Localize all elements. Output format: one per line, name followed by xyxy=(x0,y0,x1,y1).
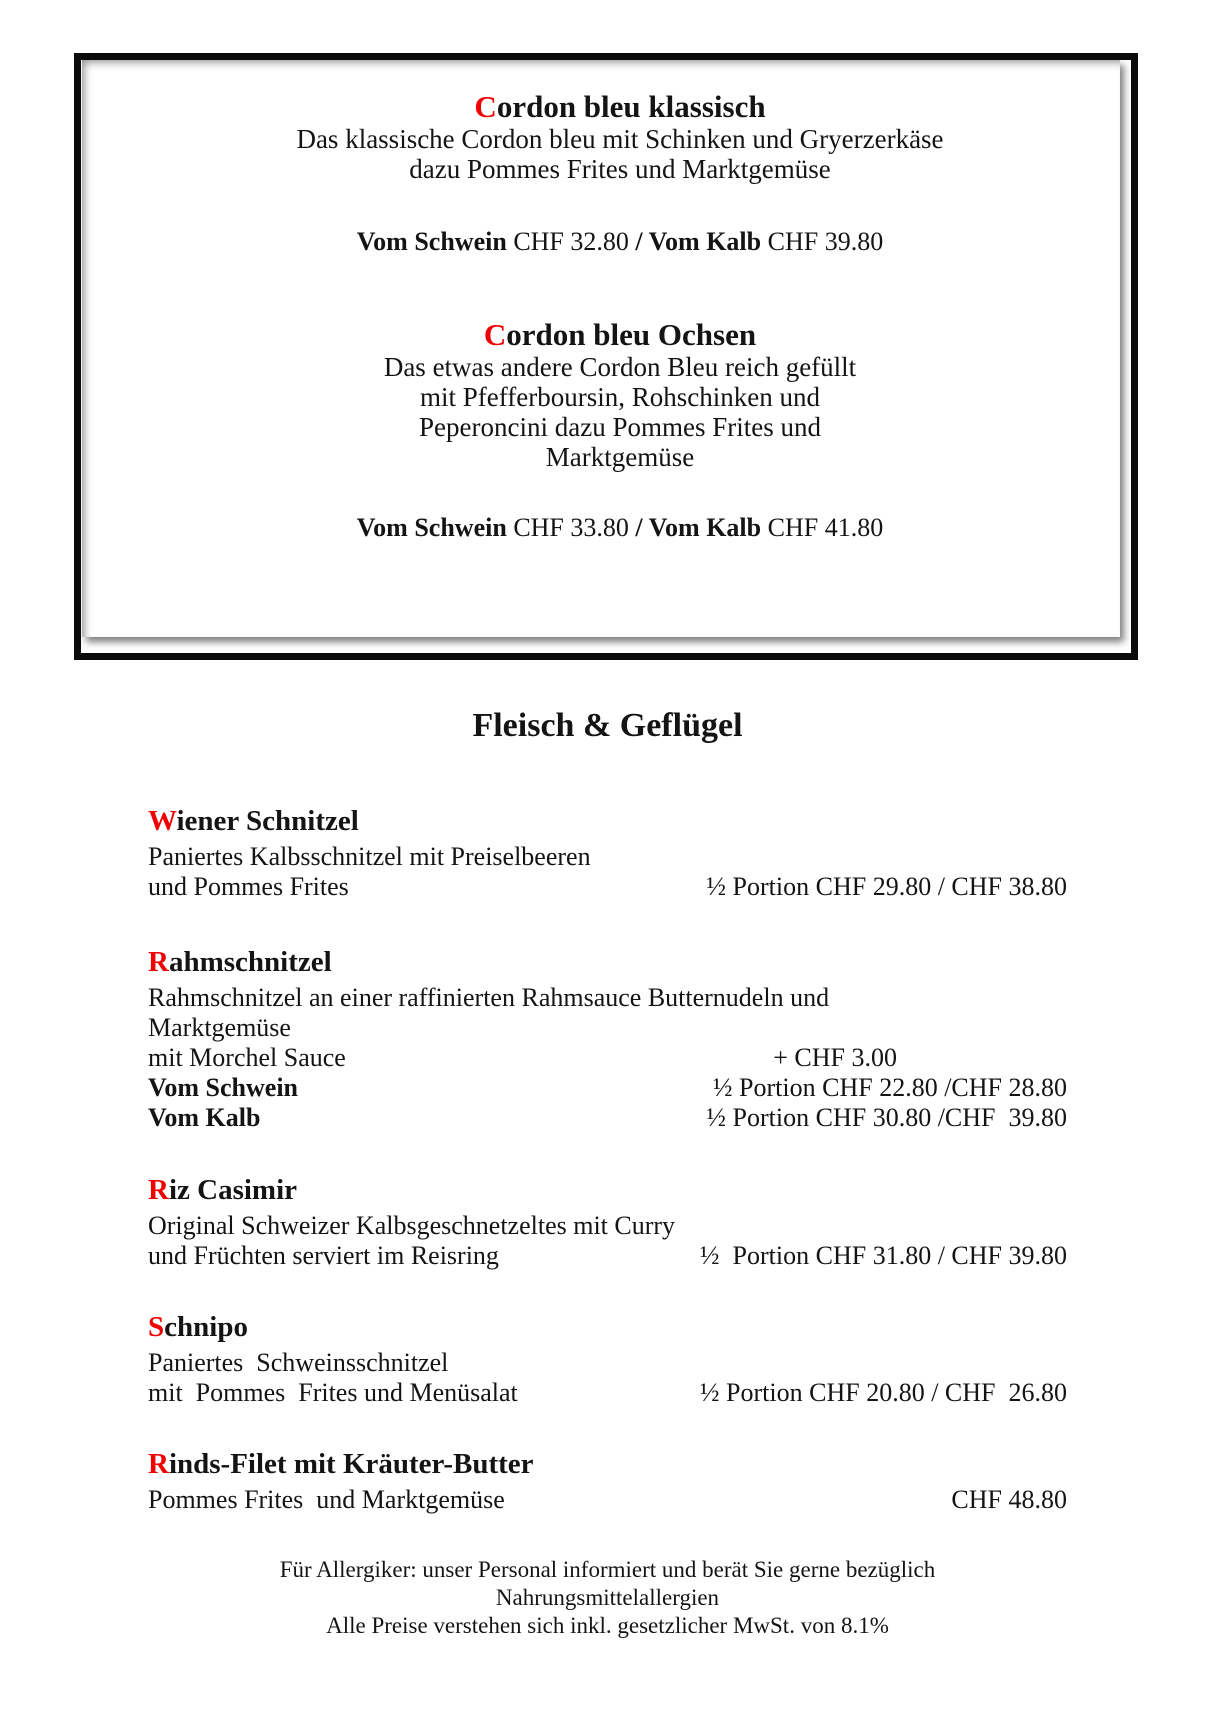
special-2-initial: C xyxy=(483,317,507,352)
special-1-description xyxy=(82,124,1120,184)
item-row xyxy=(148,1103,1067,1133)
item-row xyxy=(148,872,1067,902)
allergy-line: Für Allergiker: unser Personal informiert und berät Sie gerne bezüglich xyxy=(279,1557,936,1582)
price-variant-label: Vom Schwein xyxy=(356,513,507,542)
row-price: ½ Portion CHF 29.80 / CHF 38.80 xyxy=(706,872,1067,901)
menu-item-wiener-schnitzel xyxy=(148,804,1067,902)
menu-item-rinds-filet xyxy=(148,1447,1067,1515)
special-2-line: Peperoncini dazu Pommes Frites und xyxy=(419,412,821,442)
price-separator: / xyxy=(635,513,643,542)
item-title-rest: chnipo xyxy=(164,1311,248,1343)
row-price: ½ Portion CHF 30.80 /CHF 39.80 xyxy=(706,1103,1067,1132)
item-row xyxy=(148,1241,1067,1271)
special-2-title xyxy=(82,318,1120,352)
row-text: Paniertes Kalbsschnitzel mit Preiselbeeren xyxy=(148,842,591,871)
price-variant-label: Vom Kalb xyxy=(642,227,762,256)
row-text: und Früchten serviert im Reisring xyxy=(148,1241,499,1270)
item-row xyxy=(148,1073,1067,1103)
item-initial: R xyxy=(148,946,169,978)
row-price: CHF 48.80 xyxy=(951,1485,1067,1514)
item-row xyxy=(148,1378,1067,1408)
section-title: Fleisch & Geflügel xyxy=(472,707,743,744)
price-value: CHF 41.80 xyxy=(761,513,884,542)
item-row xyxy=(148,1348,1067,1378)
row-text: und Pommes Frites xyxy=(148,872,349,901)
row-price: + CHF 3.00 xyxy=(773,1043,897,1072)
price-value: CHF 39.80 xyxy=(761,227,884,256)
special-1-line: dazu Pommes Frites und Marktgemüse xyxy=(409,154,831,184)
row-text: mit Morchel Sauce xyxy=(148,1043,346,1072)
special-1-title xyxy=(82,90,1120,124)
allergy-notice xyxy=(148,1556,1067,1640)
item-title xyxy=(148,1447,1067,1481)
special-2-description xyxy=(82,352,1120,472)
row-price: ½ Portion CHF 22.80 /CHF 28.80 xyxy=(713,1073,1067,1102)
special-1-line: Das klassische Cordon bleu mit Schinken und Gryerzerkäse xyxy=(296,124,944,154)
row-price: ½ Portion CHF 31.80 / CHF 39.80 xyxy=(700,1241,1067,1270)
row-text: Paniertes Schweinsschnitzel xyxy=(148,1348,449,1377)
special-2-price xyxy=(82,513,1120,543)
item-title xyxy=(148,1173,1067,1207)
menu-item-riz-casimir xyxy=(148,1173,1067,1271)
item-title-rest: ahmschnitzel xyxy=(168,946,332,978)
menu-item-schnipo xyxy=(148,1310,1067,1408)
item-initial: W xyxy=(148,805,177,837)
special-2-line: mit Pfefferboursin, Rohschinken und xyxy=(420,382,820,412)
item-row xyxy=(148,983,1067,1013)
specials-page xyxy=(82,60,1120,637)
price-value: CHF 33.80 xyxy=(506,513,636,542)
allergy-line: Nahrungsmittelallergien xyxy=(495,1585,720,1610)
item-row xyxy=(148,842,1067,872)
item-title xyxy=(148,804,1067,838)
row-text: Vom Kalb xyxy=(148,1103,261,1132)
item-initial: R xyxy=(148,1448,169,1480)
special-1-initial: C xyxy=(474,89,497,124)
price-separator: / xyxy=(635,227,643,256)
menu-item-rahmschnitzel xyxy=(148,945,1067,1133)
item-title-rest: iz Casimir xyxy=(168,1174,298,1206)
special-1-price xyxy=(82,227,1120,257)
vat-line: Alle Preise verstehen sich inkl. gesetzlicher MwSt. von 8.1% xyxy=(326,1613,889,1638)
special-2-line: Das etwas andere Cordon Bleu reich gefüllt xyxy=(383,352,857,382)
item-title xyxy=(148,1310,1067,1344)
price-variant-label: Vom Kalb xyxy=(642,513,762,542)
row-text: Pommes Frites und Marktgemüse xyxy=(148,1485,505,1514)
item-row xyxy=(148,1013,1067,1043)
item-title xyxy=(148,945,1067,979)
item-title-rest: inds-Filet mit Kräuter-Butter xyxy=(168,1448,534,1480)
row-text: mit Pommes Frites und Menüsalat xyxy=(148,1378,518,1407)
item-row xyxy=(148,1211,1067,1241)
price-variant-label: Vom Schwein xyxy=(356,227,507,256)
price-value: CHF 32.80 xyxy=(506,227,636,256)
special-1-title-rest: ordon bleu klassisch xyxy=(496,89,766,124)
item-row xyxy=(148,1485,1067,1515)
item-row xyxy=(148,1043,1067,1073)
item-initial: S xyxy=(148,1311,165,1343)
row-text: Original Schweizer Kalbsgeschnetzeltes mit Curry xyxy=(148,1211,676,1240)
special-2-line: Marktgemüse xyxy=(545,442,695,472)
row-text: Vom Schwein xyxy=(148,1073,299,1102)
item-title-rest: iener Schnitzel xyxy=(176,805,359,837)
special-2-title-rest: ordon bleu Ochsen xyxy=(506,317,757,352)
row-price: ½ Portion CHF 20.80 / CHF 26.80 xyxy=(700,1378,1067,1407)
specials-frame xyxy=(74,53,1138,660)
row-text: Marktgemüse xyxy=(148,1013,291,1042)
item-initial: R xyxy=(148,1174,169,1206)
row-text: Rahmschnitzel an einer raffinierten Rahmsauce Butternudeln und xyxy=(148,983,830,1012)
